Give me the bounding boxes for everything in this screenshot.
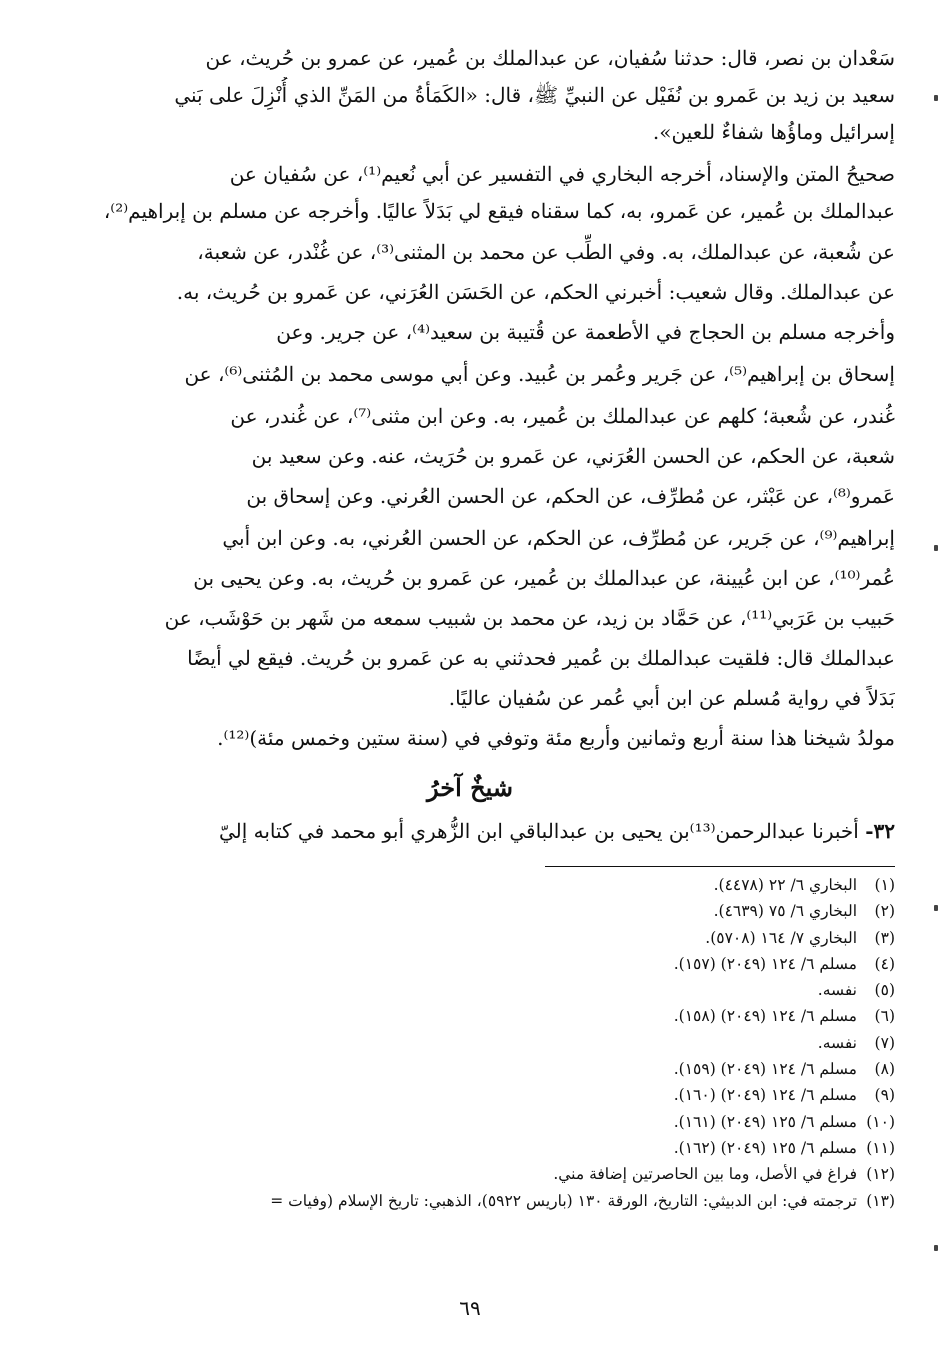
- footnote: [35, 1003, 895, 1029]
- text-line: إسرائيل وماؤُها شفاءٌ للعين».: [652, 120, 895, 144]
- scan-mark: [934, 905, 938, 911]
- text-line: عبدالملك بن عُمير، عن عَمرو، به، كما سقناه فيقع لي بَدَلاً عاليًا. وأخرجه عن مسلم بن إبراهيم⁽²⁾،: [103, 199, 895, 223]
- footnote: [35, 925, 895, 951]
- text-line: إبراهيم⁽⁹⁾، عن جَرير، عن مُطرِّف، عن الحكم، عن الحسن العُرني، به. وعن ابن أبي: [222, 526, 895, 550]
- footnote-text: فراغ في الأصل، وما بين الحاصرتين إضافة مني.: [553, 1165, 857, 1184]
- footnote-number: (١٢): [866, 1165, 895, 1184]
- text-line: إسحاق بن إبراهيم⁽⁵⁾، عن جَرير وعُمر بن عُبيد. وعن أبي موسى محمد بن المُثنى⁽⁶⁾، عن: [184, 362, 895, 386]
- text-line: صحيحُ المتن والإسناد، أخرجه البخاري في التفسير عن أبي نُعيم⁽¹⁾، عن سُفيان عن: [229, 162, 895, 186]
- footnote: [35, 898, 895, 924]
- footnote-text: مسلم ٦/ ١٢٤ (٢٠٤٩) (١٥٨).: [673, 1007, 857, 1026]
- footnote-text: ترجمته في: ابن الدبيثي: التاريخ، الورقة ١٣٠ (باريس ٥٩٢٢)، الذهبي: تاريخ الإسلام (وفيات =: [270, 1191, 857, 1210]
- footnote-number: (٣): [874, 928, 895, 947]
- footnote-text: البخاري ٧/ ١٦٤ (٥٧٠٨).: [705, 928, 857, 947]
- footnote-number: (٩): [874, 1086, 895, 1105]
- footnote-number: (٨): [874, 1060, 895, 1079]
- text-line: بَدَلاً في رواية مُسلم عن ابن أبي عُمر عن سُفيان عاليًا.: [448, 686, 895, 710]
- footnote: [35, 1188, 895, 1214]
- footnote-text: نفسه.: [817, 981, 857, 1000]
- text-line: وأخرجه مسلم بن الحجاج في الأطعمة عن قُتيبة بن سعيد⁽⁴⁾، عن جرير. وعن: [276, 320, 895, 344]
- footnote-text: مسلم ٦/ ١٢٤ (٢٠٤٩) (١٥٧).: [673, 954, 857, 973]
- footnote: [35, 1056, 895, 1082]
- scan-mark: [934, 545, 938, 551]
- text-line: سَعْدان بن نصر، قال: حدثنا سُفيان، عن عبدالملك بن عُمير، عن عمرو بن حُريث، عن: [205, 46, 895, 70]
- footnote: [35, 1109, 895, 1135]
- footnote-number: (١٣): [866, 1191, 895, 1210]
- footnote-text: مسلم ٦/ ١٢٤ (٢٠٤٩) (١٥٩).: [673, 1060, 857, 1079]
- footnotes: [35, 872, 895, 1214]
- scan-mark: [934, 1245, 938, 1251]
- text-line: عبدالملك قال: فلقيت عبدالملك بن عُمير فحدثني به عن عَمرو بن حُريث. فيقع لي أيضًا: [187, 646, 895, 670]
- footnote-number: (١): [874, 876, 895, 894]
- footnote: [35, 977, 895, 1003]
- text-line: حَبيب بن عَرَبي⁽¹¹⁾، عن حَمَّاد بن زيد، عن محمد بن شبيب سمعه من شَهر بن حَوْشَب، عن: [164, 606, 895, 630]
- page-number: ٦٩: [459, 1296, 481, 1320]
- footnote-text: مسلم ٦/ ١٢٥ (٢٠٤٩) (١٦٢).: [673, 1138, 857, 1157]
- text-line: عَمرو⁽⁸⁾، عن عَبْثر، عن مُطرِّف، عن الحكم، عن الحسن العُرني. وعن إسحاق بن: [246, 484, 895, 508]
- footnote-number: (٢): [874, 902, 895, 921]
- entry-number: ٣٢-: [865, 819, 895, 843]
- entry-text: أخبرنا عبدالرحمن⁽¹³⁾بن يحيى بن عبدالباقي ابن الزُّهري أبو محمد في كتابه إليّ: [218, 819, 859, 843]
- footnote-text: مسلم ٦/ ١٢٥ (٢٠٤٩) (١٦١).: [673, 1112, 857, 1131]
- footnote-number: (٥): [874, 981, 895, 1000]
- footnote-number: (٤): [874, 954, 895, 973]
- footnote-number: (٧): [874, 1033, 895, 1052]
- footnote-number: (١٠): [866, 1112, 895, 1131]
- text-line: غُندر، عن شُعبة؛ كلهم عن عبدالملك بن عُمير، به. وعن ابن مثنى⁽⁷⁾، عن غُندر، عن: [230, 404, 895, 428]
- text-line: عن شُعبة، عن عبدالملك، به. وفي الطِّب عن محمد بن المثنى⁽³⁾، عن غُنْدر، عن شعبة،: [197, 240, 895, 264]
- text-line: شعبة، عن الحكم، عن الحسن العُرَني، عن عَمرو بن حُرَيث، عنه. وعن سعيد بن: [251, 444, 895, 468]
- footnote-number: (١١): [866, 1138, 895, 1157]
- footnote: [35, 872, 895, 898]
- footnote-divider: [545, 866, 895, 867]
- entry-line: [45, 813, 895, 849]
- footnote-text: البخاري ٦/ ٧٥ (٤٦٣٩).: [713, 902, 857, 921]
- text-line: عن عبدالملك. وقال شعيب: أخبرني الحكم، عن الحَسَن العُرَني، عن عَمرو بن حُريث، به.: [176, 280, 895, 304]
- footnote-text: مسلم ٦/ ١٢٤ (٢٠٤٩) (١٦٠).: [673, 1086, 857, 1105]
- text-line: عُمر⁽¹⁰⁾، عن ابن عُيينة، عن عبدالملك بن عُمير، عن عَمرو بن حُريث، به. وعن يحيى بن: [193, 566, 895, 590]
- text-line: سعيد بن زيد بن عَمرو بن نُفَيْل عن النبيِّ ﷺ، قال: «الكَمَأةُ من المَنِّ الذي أُنْزِلَ على بَني: [174, 83, 895, 107]
- footnote: [35, 1082, 895, 1108]
- footnote: [35, 1161, 895, 1187]
- section-heading: شيخٌ آخرُ: [427, 773, 513, 802]
- text-line: مولدُ شيخنا هذا سنة أربع وثمانين وأربع مئة وتوفي في (سنة ستين وخمس مئة)⁽¹²⁾.: [217, 726, 895, 750]
- footnote-number: (٦): [874, 1007, 895, 1026]
- footnote: [35, 951, 895, 977]
- footnote-text: نفسه.: [817, 1033, 857, 1052]
- scan-mark: [934, 95, 938, 101]
- footnote-text: البخاري ٦/ ٢٢ (٤٤٧٨).: [713, 876, 857, 894]
- footnote: [35, 1030, 895, 1056]
- footnote: [35, 1135, 895, 1161]
